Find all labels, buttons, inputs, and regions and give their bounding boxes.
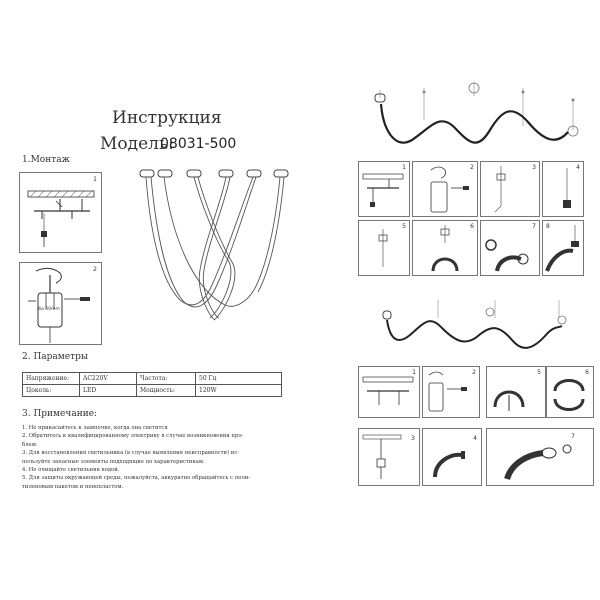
diameter-label: dia 60mm [37,307,60,312]
step-number: 5 [402,223,406,230]
bottom-step-1-drawing [359,367,419,417]
step-number: 7 [532,223,536,230]
step-number: 7 [571,433,575,440]
section-mount-heading: 1.Монтаж [22,155,70,165]
power-label: Мощность: [137,385,196,397]
document-title: Инструкция [112,108,222,128]
step-number: 6 [470,223,474,230]
step-number: 5 [537,369,541,376]
bottom-step-3-drawing [359,429,419,485]
step-number: 3 [411,435,415,442]
bottom-step-4-drawing [423,429,481,485]
bottom-step-4 [422,428,482,486]
voltage-value: AC220V [80,373,137,385]
model-code: 08031-500 [160,136,237,152]
note-4: 4. Не очищайте светильник водой. [22,467,120,474]
bottom-step-1 [358,366,420,418]
note-3: 3. Для восстановления светильника (в случае выявления неисправности) ис- пользуйте запасные элементы подходящие по характеристикам. [22,450,240,465]
step-number: 2 [93,266,97,273]
bottom-step-3 [358,428,420,486]
power-value: 120W [196,385,282,397]
note-5: 5. Для защиты окружающей среды, пожалуйста, аккуратно обращайтесь с поли- тиленовым пакетом и пенопластом. [22,475,251,490]
socket-label: Цоколь: [23,385,80,397]
bottom-step-6 [546,366,594,418]
step-number: 1 [402,164,406,171]
bottom-step-5 [486,366,546,418]
section-params-heading: 2. Параметры [22,352,89,362]
step-number: 6 [585,369,589,376]
step-number: 8 [546,223,550,230]
step-number: 1 [93,176,97,183]
step-number: 2 [470,164,474,171]
section-notes-heading: 3. Примечание: [22,409,98,419]
model-label: Модель: [100,134,174,154]
step-number: 4 [473,435,477,442]
step-number: 1 [412,369,416,376]
bottom-step-7-drawing [487,429,593,485]
note-2: 2. Обратитесь к квалифицированному электрику в случае возникновения про- блем. [22,433,244,448]
voltage-label: Напряжение: [23,373,80,385]
bottom-step-7 [486,428,594,486]
bottom-step-6-drawing [547,367,593,417]
bottom-step-2-drawing [423,367,479,417]
frequency-value: 50 Гц [196,373,282,385]
frequency-label: Частота: [137,373,196,385]
bottom-step-5-drawing [487,367,545,417]
step-number: 3 [532,164,536,171]
bottom-step-2 [422,366,480,418]
step-number: 4 [576,164,580,171]
step-number: 2 [472,369,476,376]
note-1: 1. Не прикасайтесь к лампочке, когда она светится [22,425,168,431]
socket-value: LED [80,385,137,397]
